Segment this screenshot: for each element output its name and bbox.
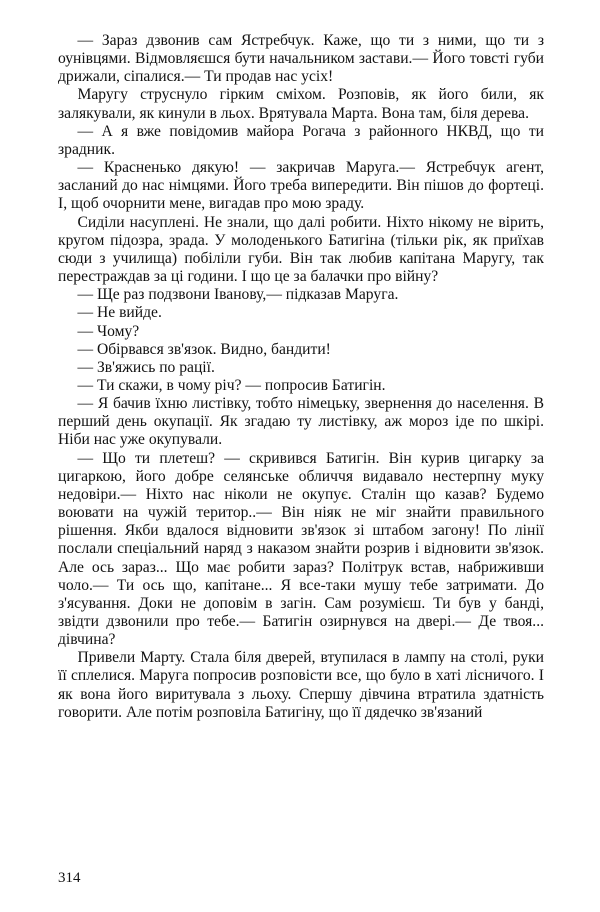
paragraph-9: — Обірвався зв'язок. Видно, бандити! (77, 340, 331, 358)
book-page-text (58, 32, 544, 722)
paragraph-13: — Що ти плетеш? — скривився Батигін. Він курив цигарку за цигаркою, його добре селянське обличчя видавало нестерпну муку недовіри.— Ніхто нас ніколи не окупує. Сталін що казав? Будемо воювати на чужій територ..— Він ніяк не міг знайти правильного рішення. Якби вдалося відновити зв'язок зі штабом загону! По лінії послали спеціальний наряд з наказом знайти розрив і відновити зв'язок. Але ось зараз... Що має робити зараз? Політрук встав, набриживши чоло.— Ти ось що, капітане... Я все-таки мушу тебе затримати. До з'ясування. Доки не доповім в загін. Сам розумієш. Ти був у банді, звідти дзвонили про тебе.— Батигін озирнувся на двері.— Де твоя... дівчина? (58, 449, 544, 649)
paragraph-3: — А я вже повідомив майора Рогача з районного НКВД, що ти зрадник. (58, 122, 544, 158)
paragraph-6: — Ще раз подзвони Іванову,— підказав Маруга. (77, 286, 399, 304)
paragraph-4: — Красненько дякую! — закричав Маруга.— Ястребчук агент, засланий до нас німцями. Його треба випередити. Він пішов до фортеці. І, щоб очорнити мене, вигадав про мою зраду. (58, 159, 544, 213)
paragraph-10: — Зв'яжись по рації. (77, 358, 215, 376)
paragraph-1: — Зараз дзвонив сам Ястребчук. Каже, що ти з ними, що ти з оунівцями. Відмовляєшся бути начальником застави.— Його товсті губи дрижали, сіпалися.— Ти продав нас усіх! (58, 32, 544, 86)
paragraph-14: Привели Марту. Стала біля дверей, втупилася в лампу на столі, руки її сплелися. Маруга попросив розповісти все, що було в хаті лісничого. І як вона його виритувала з льоху. Спершу дівчина втратила здатність говорити. Але потім розповіла Батигіну, що її дядечко зв'язаний (58, 649, 544, 721)
paragraph-2: Маругу струснуло гірким сміхом. Розповів, як його били, як залякували, як кинули в льох. Врятувала Марта. Вона там, біля дерева. (58, 86, 544, 122)
paragraph-11: — Ти скажи, в чому річ? — попросив Батигін. (77, 376, 386, 394)
page-number: 314 (58, 870, 81, 886)
paragraph-8: — Чому? (77, 322, 140, 340)
paragraph-7: — Не вийде. (77, 304, 162, 322)
paragraph-12: — Я бачив їхню листівку, тобто німецьку, звернення до населення. В перший день окупації. Як згадаю ту листівку, аж мороз іде по шкірі. Ніби нас уже окупували. (58, 395, 544, 449)
paragraph-5: Сиділи насуплені. Не знали, що далі робити. Ніхто нікому не вірить, кругом підозра, зрада. У молоденького Батигіна (тільки рік, як приїхав сюди з училища) побіліли губи. Він так любив капітана Маругу, так перестраждав за ці години. І що це за балачки про війну? (58, 213, 544, 286)
